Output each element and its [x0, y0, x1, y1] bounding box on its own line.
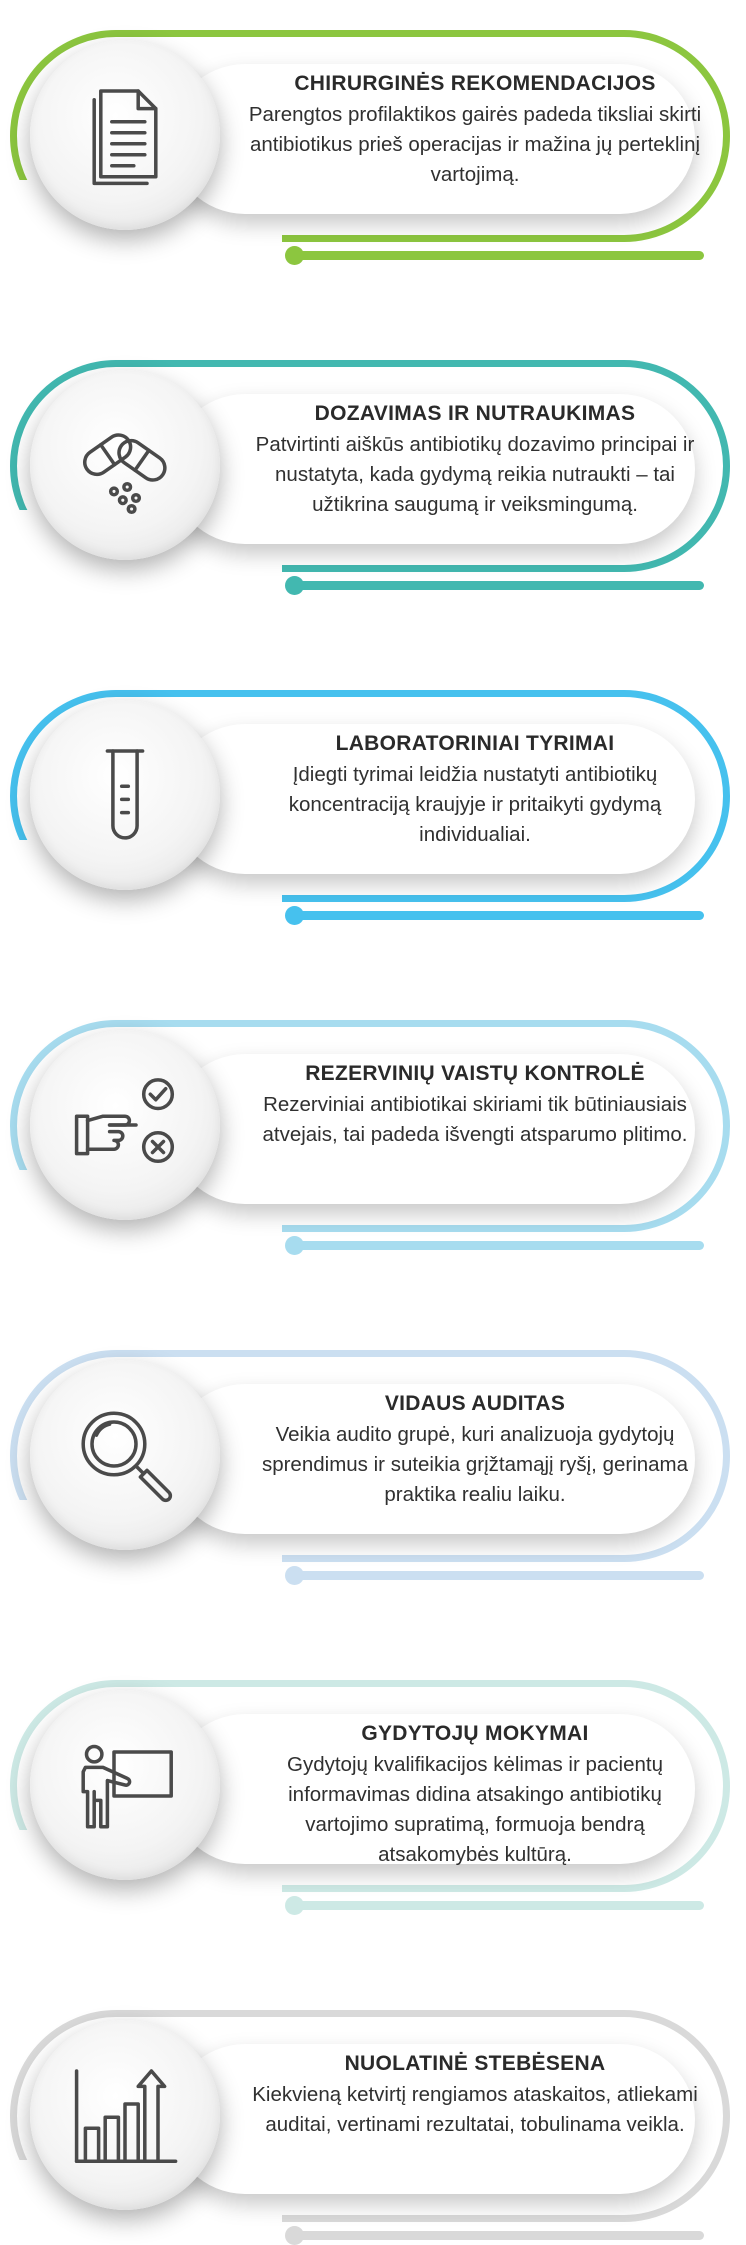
- step-description: Rezerviniai antibiotikai skiriami tik būtiniausiais atvejais, tai padeda išvengti atsparumo plitimo.: [262, 1093, 688, 1146]
- step-text: [245, 1392, 705, 1510]
- step-title: LABORATORINIAI TYRIMAI: [335, 732, 615, 755]
- step-laboratory-tests: [0, 660, 746, 920]
- step-tail-dot: [285, 1566, 304, 1585]
- step-reserve-drug-control: [0, 990, 746, 1250]
- step-tail-dot: [285, 2226, 304, 2245]
- step-tail-dot: [285, 1236, 304, 1255]
- step-text: [245, 72, 705, 190]
- presenter-board-icon: [70, 1730, 180, 1840]
- step-dosing-and-discontinuation: [0, 330, 746, 590]
- step-tail: [294, 581, 704, 590]
- step-surgical-recommendations: [0, 0, 746, 260]
- magnifier-icon: [70, 1400, 180, 1510]
- bar-chart-growth-icon: [70, 2060, 180, 2170]
- step-text: [245, 2052, 705, 2140]
- step-title: REZERVINIŲ VAISTŲ KONTROLĖ: [305, 1062, 645, 1085]
- test-tube-icon: [70, 740, 180, 850]
- step-tail: [294, 251, 704, 260]
- step-tail: [294, 1901, 704, 1910]
- step-description: Gydytojų kvalifikacijos kėlimas ir pacientų informavimas didina atsakingo antibiotikų vartojimo supratimą, formuoja bendrą atsakomybės kultūrą.: [287, 1753, 663, 1866]
- step-title: VIDAUS AUDITAS: [384, 1392, 566, 1415]
- document-icon: [70, 80, 180, 190]
- step-description: Kiekvieną ketvirtį rengiamos ataskaitos, atliekami auditai, vertinami rezultatai, tobulinama veikla.: [252, 2083, 698, 2136]
- step-text: [245, 1062, 705, 1150]
- step-description: Įdiegti tyrimai leidžia nustatyti antibiotikų koncentraciją kraujyje ir pritaikyti gydymą individualiai.: [288, 763, 662, 846]
- step-tail-dot: [285, 246, 304, 265]
- step-title: CHIRURGINĖS REKOMENDACIJOS: [294, 72, 656, 95]
- step-text: [245, 732, 705, 850]
- hand-check-cross-icon: [70, 1070, 180, 1180]
- step-title: NUOLATINĖ STEBĖSENA: [344, 2052, 606, 2075]
- step-tail: [294, 1241, 704, 1250]
- step-title: DOZAVIMAS IR NUTRAUKIMAS: [314, 402, 636, 425]
- step-description: Veikia audito grupė, kuri analizuoja gydytojų sprendimus ir suteikia grįžtamąjį ryšį, gerinama praktika realiu laiku.: [261, 1423, 689, 1506]
- step-title: GYDYTOJŲ MOKYMAI: [361, 1722, 589, 1745]
- step-tail: [294, 911, 704, 920]
- step-doctor-training: [0, 1650, 746, 1910]
- step-internal-audit: [0, 1320, 746, 1580]
- step-description: Patvirtinti aiškūs antibiotikų dozavimo principai ir nustatyta, kada gydymą reikia nutraukti – tai užtikrina saugumą ir veiksmingumą.: [255, 433, 695, 516]
- step-tail: [294, 1571, 704, 1580]
- step-description: Parengtos profilaktikos gairės padeda tiksliai skirti antibiotikus prieš operacijas ir mažina jų perteklinį vartojimą.: [248, 103, 702, 186]
- step-tail-dot: [285, 576, 304, 595]
- step-tail-dot: [285, 906, 304, 925]
- step-continuous-monitoring: [0, 1980, 746, 2240]
- step-tail-dot: [285, 1896, 304, 1915]
- step-tail: [294, 2231, 704, 2240]
- step-text: [245, 402, 705, 520]
- step-text: [245, 1722, 705, 1870]
- pills-icon: [70, 410, 180, 520]
